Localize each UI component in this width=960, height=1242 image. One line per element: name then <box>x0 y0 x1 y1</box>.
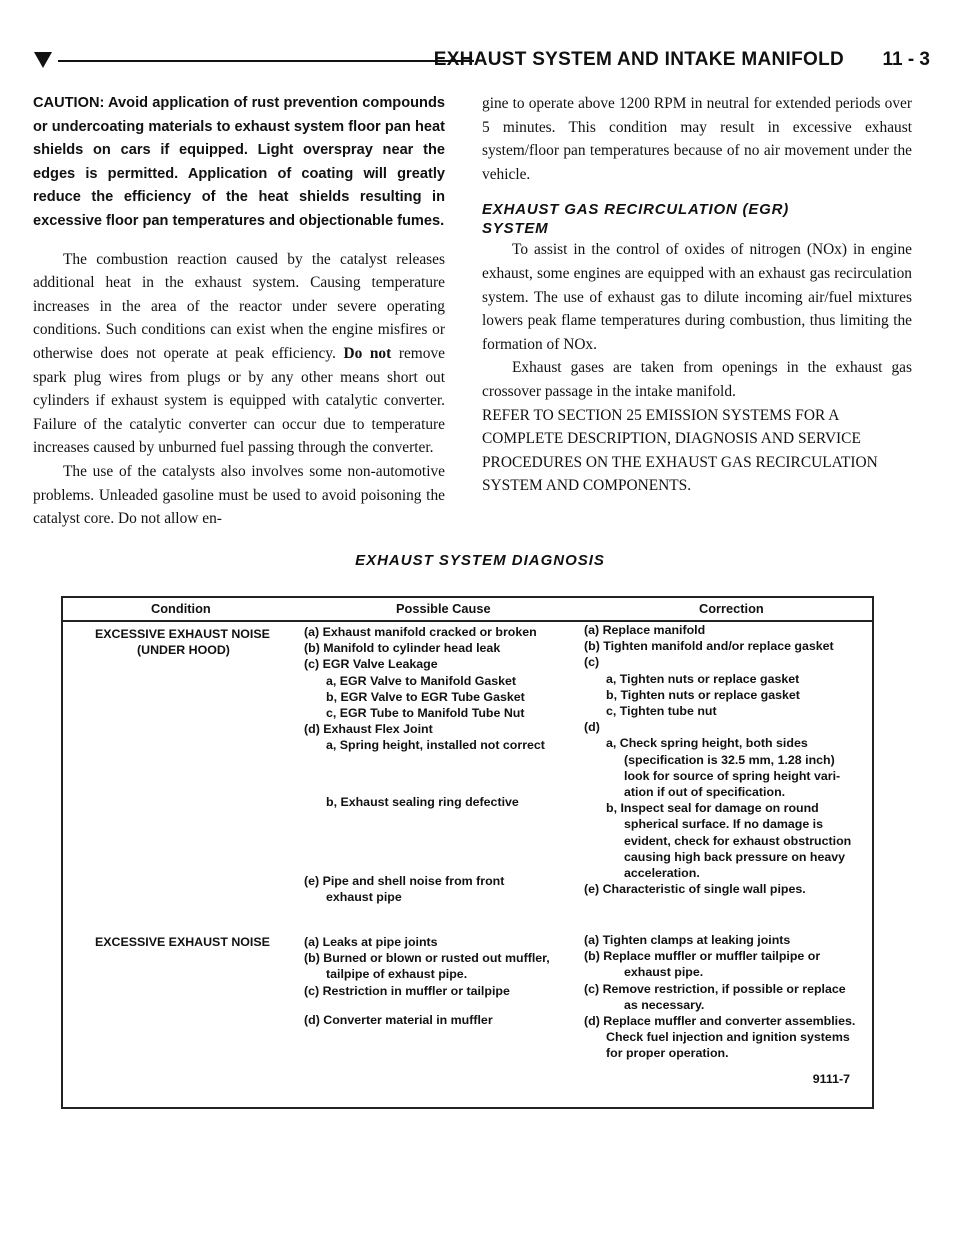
correction-line: look for source of spring height vari- <box>624 768 841 783</box>
cause-line: tailpipe of exhaust pipe. <box>326 967 468 982</box>
row2-causes-d <box>304 1012 574 1028</box>
correction-line: c, Tighten tube nut <box>606 704 717 719</box>
cause-line: a, Spring height, installed not correct <box>326 738 545 753</box>
header-possible-cause: Possible Cause <box>396 601 491 616</box>
catalyst-text-2: remove spark plug wires from plugs or by any other means short out cylinders if exhaust system is equipped with catalytic converter. Failure of the catalytic converter can occur due to temperature increases caused by unburned fuel passing through the converter. <box>33 344 445 457</box>
cause-line: c, EGR Tube to Manifold Tube Nut <box>326 706 525 721</box>
correction-line: b, Inspect seal for damage on round <box>606 801 819 816</box>
condition-line: EXCESSIVE EXHAUST NOISE <box>95 627 270 641</box>
condition-line: (UNDER HOOD) <box>137 643 230 658</box>
cause-line: (c) EGR Valve Leakage <box>304 657 438 672</box>
figure-number: 9111-7 <box>812 1071 850 1086</box>
cause-line: (b) Manifold to cylinder head leak <box>304 641 501 656</box>
row2-condition <box>95 934 295 950</box>
correction-line: acceleration. <box>624 866 700 881</box>
page-number: 11 - 3 <box>882 49 930 70</box>
cause-line: (a) Leaks at pipe joints <box>304 935 438 949</box>
catalyst-paragraph <box>33 248 445 460</box>
correction-line: (c) Remove restriction, if possible or replace <box>584 981 846 996</box>
row1-causes-e <box>304 873 574 905</box>
correction-line: ation if out of specification. <box>624 785 786 800</box>
condition-line: EXCESSIVE EXHAUST NOISE <box>95 935 270 949</box>
catalyst-paragraph-2: The use of the catalysts also involves some non-automotive problems. Unleaded gasoline must be used to avoid poisoning the catalyst core. Do not allow en- <box>33 462 445 528</box>
diagnosis-table <box>61 596 874 1109</box>
correction-line: b, Tighten nuts or replace gasket <box>606 687 800 702</box>
cause-line: b, EGR Valve to EGR Tube Gasket <box>326 689 525 704</box>
page-header <box>34 44 930 76</box>
egr-heading-line-1: EXHAUST GAS RECIRCULATION (EGR) <box>482 201 790 219</box>
correction-line: (b) Tighten manifold and/or replace gasket <box>584 639 834 654</box>
cause-line: (e) Pipe and shell noise from front <box>304 874 505 888</box>
correction-line: for proper operation. <box>606 1046 729 1061</box>
correction-line: (d) Replace muffler and converter assemblies. <box>584 1014 856 1029</box>
row1-corrections <box>584 622 874 897</box>
cause-line: (d) Converter material in muffler <box>304 1013 493 1027</box>
diagnosis-table-header <box>63 598 872 622</box>
row1-causes <box>304 624 574 754</box>
header-rule <box>58 60 474 62</box>
caution-note: CAUTION: Avoid application of rust prevention compounds or undercoating materials to exhaust system floor pan heat shields on cars if equipped. Light overspray near the edges is permitted. Application of coating will greatly reduce the efficiency of the heat shields resulting in excessive floor pan temperatures and objectionable fumes. <box>33 95 445 229</box>
cause-line: a, EGR Valve to Manifold Gasket <box>326 673 517 688</box>
correction-line: (specification is 32.5 mm, 1.28 inch) <box>624 752 835 767</box>
continued-paragraph: gine to operate above 1200 RPM in neutral for extended periods over 5 minutes. This condition may result in excessive exhaust system/floor pan temperatures because of no air movement under the vehicle. <box>482 95 912 183</box>
egr-section-heading <box>482 200 912 238</box>
section-marker-icon <box>34 52 52 68</box>
correction-line: a, Tighten nuts or replace gasket <box>606 671 800 686</box>
correction-line: (a) Replace manifold <box>584 623 706 637</box>
diagnosis-title: EXHAUST SYSTEM DIAGNOSIS <box>355 552 605 569</box>
cause-line: (b) Burned or blown or rusted out muffler, <box>304 951 550 966</box>
correction-line: (c) <box>584 655 600 670</box>
row1-condition <box>95 626 295 658</box>
correction-line: exhaust pipe. <box>624 965 704 980</box>
cause-line: exhaust pipe <box>326 890 402 905</box>
correction-line: (b) Replace muffler or muffler tailpipe or <box>584 949 821 964</box>
correction-line: spherical surface. If no damage is <box>624 817 824 832</box>
egr-paragraph-2: Exhaust gases are taken from openings in the exhaust gas crossover passage in the intake manifold. <box>482 359 912 400</box>
egr-refer-note: REFER TO SECTION 25 EMISSION SYSTEMS FOR A COMPLETE DESCRIPTION, DIAGNOSIS AND SERVICE PROCEDURES ON THE EXHAUST GAS RECIRCULATION SYSTEM AND COMPONENTS. <box>482 406 878 495</box>
right-column <box>482 92 912 498</box>
catalyst-text-1: The combustion reaction caused by the catalyst releases additional heat in the exhaust system. Causing temperature increases in the area of the reactor under severe operating conditions. Such conditions can exist when the engine misfires or otherwise does not operate at peak efficiency. <box>33 250 445 362</box>
cause-line: (c) Restriction in muffler or tailpipe <box>304 983 510 998</box>
left-column <box>33 92 445 531</box>
cause-line: (d) Exhaust Flex Joint <box>304 722 433 737</box>
cause-line: (a) Exhaust manifold cracked or broken <box>304 625 537 639</box>
row2-corrections <box>584 932 874 1062</box>
row1-causes-b <box>304 794 574 810</box>
header-condition: Condition <box>151 601 211 616</box>
header-correction: Correction <box>699 601 764 616</box>
row2-causes <box>304 934 574 999</box>
correction-line: (d) <box>584 720 600 735</box>
correction-line: a, Check spring height, both sides <box>606 736 808 751</box>
egr-heading-line-2: SYSTEM <box>482 220 549 238</box>
correction-line: (e) Characteristic of single wall pipes. <box>584 882 806 897</box>
correction-line: causing high back pressure on heavy <box>624 849 846 864</box>
do-not-emphasis: Do not <box>343 344 392 362</box>
page-title: EXHAUST SYSTEM AND INTAKE MANIFOLD <box>433 49 844 70</box>
correction-line: evident, check for exhaust obstruction <box>624 833 852 848</box>
egr-paragraph-1: To assist in the control of oxides of nitrogen (NOx) in engine exhaust, some engines are equipped with an exhaust gas recirculation system. The use of exhaust gas to dilute incoming air/fuel mixtures lowers peak flame temperatures during combustion, thus limiting the formation of NOx. <box>482 241 912 353</box>
correction-line: (a) Tighten clamps at leaking joints <box>584 933 791 947</box>
correction-line: Check fuel injection and ignition systems <box>606 1030 850 1045</box>
cause-line: b, Exhaust sealing ring defective <box>326 795 519 809</box>
correction-line: as necessary. <box>624 997 705 1012</box>
